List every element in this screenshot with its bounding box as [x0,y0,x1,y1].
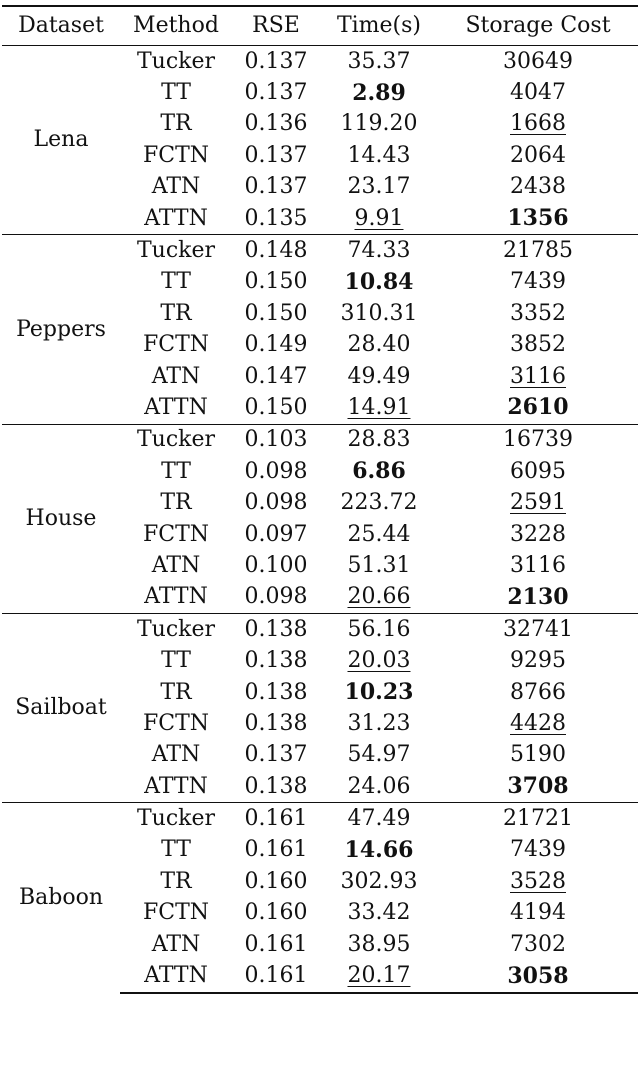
rse-cell [232,235,320,267]
method-cell-value: TR [160,300,192,326]
storage-cell [438,392,638,424]
method-cell [120,771,232,803]
rse-cell-value: 0.137 [244,742,308,768]
method-cell [120,172,232,203]
rse-cell [232,172,320,203]
time-cell [320,330,438,361]
storage-cell-value: 2610 [507,394,569,421]
storage-cell [438,929,638,960]
method-cell-value: ATTN [144,394,208,420]
rse-cell [232,487,320,518]
rse-cell [232,109,320,140]
method-cell-value: TR [160,868,192,894]
rse-cell-value: 0.098 [244,458,308,484]
rse-cell-value: 0.135 [244,205,308,231]
rse-cell [232,46,320,78]
method-cell-value: FCTN [142,521,210,547]
storage-cell-value: 4047 [510,80,566,106]
time-cell [320,77,438,108]
table-header [2,6,638,46]
table-row [2,614,638,646]
storage-cell [438,582,638,614]
time-cell [320,740,438,771]
dataset-cell: Sailboat [2,614,120,803]
time-cell-value: 28.40 [347,332,411,358]
dataset-group-baboon [2,803,638,993]
time-cell [320,645,438,676]
dataset-group-lena [2,46,638,235]
rse-cell-value: 0.150 [244,269,308,295]
time-cell-value: 56.16 [347,616,411,642]
storage-cell-value: 7439 [510,269,566,295]
storage-cell [438,550,638,581]
storage-cell [438,898,638,929]
rse-cell [232,203,320,235]
header-dataset: Dataset [2,6,120,46]
storage-cell-value: 5190 [510,742,566,768]
time-cell-value: 31.23 [347,710,411,736]
time-cell-value: 20.17 [347,963,411,989]
method-cell [120,203,232,235]
time-cell-value: 14.43 [347,142,411,168]
storage-cell [438,172,638,203]
method-cell-value: TT [161,269,191,295]
time-cell [320,392,438,424]
method-cell [120,330,232,361]
method-cell-value: FCTN [142,900,210,926]
storage-cell [438,519,638,550]
method-cell [120,740,232,771]
time-cell-value: 14.66 [344,836,414,863]
storage-cell [438,235,638,267]
rse-cell [232,392,320,424]
dataset-group-peppers [2,235,638,424]
storage-cell [438,109,638,140]
rse-cell [232,361,320,392]
storage-cell [438,835,638,866]
table-row [2,424,638,456]
method-cell-value: ATN [151,931,201,957]
time-cell-value: 23.17 [347,174,411,200]
method-cell [120,550,232,581]
method-cell [120,46,232,78]
storage-cell-value: 32741 [503,616,573,642]
rse-cell-value: 0.161 [244,806,308,832]
time-cell-value: 10.84 [344,268,414,295]
rse-cell [232,866,320,897]
method-cell [120,77,232,108]
storage-cell-value: 7439 [510,837,566,863]
time-cell-value: 119.20 [340,111,418,137]
dataset-cell: Peppers [2,235,120,424]
rse-cell [232,835,320,866]
rse-cell [232,298,320,329]
time-cell [320,929,438,960]
storage-cell [438,614,638,646]
storage-cell [438,645,638,676]
rse-cell [232,929,320,960]
method-cell-value: TR [160,111,192,137]
rse-cell-value: 0.137 [244,48,308,74]
table-row [2,46,638,78]
method-cell [120,361,232,392]
header-time: Time(s) [320,6,438,46]
method-cell [120,456,232,487]
storage-cell-value: 3852 [510,332,566,358]
table-row [2,235,638,267]
method-cell-value: ATTN [144,205,208,231]
rse-cell [232,330,320,361]
rse-cell-value: 0.138 [244,679,308,705]
time-cell [320,267,438,298]
method-cell [120,140,232,171]
rse-cell [232,740,320,771]
method-cell-value: ATN [151,363,201,389]
time-cell-value: 14.91 [347,394,411,420]
time-cell [320,582,438,614]
storage-cell-value: 1356 [507,205,569,232]
storage-cell [438,203,638,235]
storage-cell-value: 2591 [510,490,566,516]
method-cell [120,298,232,329]
storage-cell-value: 3228 [510,521,566,547]
storage-cell-value: 21721 [503,806,573,832]
storage-cell [438,46,638,78]
time-cell [320,172,438,203]
time-cell [320,614,438,646]
method-cell [120,582,232,614]
rse-cell [232,677,320,708]
rse-cell-value: 0.098 [244,490,308,516]
method-cell [120,519,232,550]
rse-cell-value: 0.100 [244,552,308,578]
time-cell-value: 47.49 [347,806,411,832]
storage-cell [438,298,638,329]
rse-cell-value: 0.138 [244,616,308,642]
storage-cell [438,677,638,708]
method-cell-value: TT [161,80,191,106]
method-cell [120,898,232,929]
method-cell-value: Tucker [136,806,216,832]
time-cell [320,487,438,518]
storage-cell [438,803,638,835]
storage-cell [438,487,638,518]
time-cell-value: 74.33 [347,238,411,264]
rse-cell [232,960,320,992]
time-cell-value: 33.42 [347,900,411,926]
method-cell-value: TT [161,648,191,674]
results-table [2,5,638,994]
rse-cell-value: 0.098 [244,584,308,610]
time-cell [320,203,438,235]
method-cell-value: ATN [151,552,201,578]
storage-cell-value: 3116 [510,363,566,389]
rse-cell-value: 0.147 [244,363,308,389]
dataset-group-house [2,424,638,613]
storage-cell [438,740,638,771]
rse-cell [232,77,320,108]
time-cell [320,803,438,835]
time-cell [320,866,438,897]
rse-cell-value: 0.138 [244,648,308,674]
storage-cell-value: 4428 [510,710,566,736]
method-cell-value: TR [160,490,192,516]
rse-cell-value: 0.137 [244,80,308,106]
time-cell [320,519,438,550]
storage-cell-value: 3352 [510,300,566,326]
method-cell [120,614,232,646]
storage-cell [438,456,638,487]
method-cell-value: ATN [151,742,201,768]
time-cell [320,835,438,866]
rse-cell [232,645,320,676]
header-storage-cost: Storage Cost [438,6,638,46]
time-cell-value: 2.89 [352,79,406,106]
time-cell-value: 51.31 [347,552,411,578]
rse-cell-value: 0.103 [244,427,308,453]
storage-cell [438,361,638,392]
rse-cell [232,267,320,298]
method-cell-value: FCTN [142,710,210,736]
rse-cell [232,519,320,550]
rse-cell-value: 0.137 [244,142,308,168]
rse-cell [232,898,320,929]
method-cell [120,235,232,267]
method-cell-value: Tucker [136,427,216,453]
method-cell [120,109,232,140]
method-cell-value: FCTN [142,142,210,168]
storage-cell-value: 6095 [510,458,566,484]
dataset-group-sailboat [2,614,638,803]
time-cell [320,424,438,456]
method-cell [120,960,232,992]
time-cell-value: 20.66 [347,584,411,610]
time-cell [320,677,438,708]
time-cell-value: 310.31 [340,300,418,326]
time-cell [320,46,438,78]
time-cell [320,960,438,992]
storage-cell-value: 3116 [510,552,566,578]
rse-cell [232,424,320,456]
method-cell [120,392,232,424]
method-cell [120,267,232,298]
method-cell-value: Tucker [136,48,216,74]
method-cell [120,424,232,456]
header-method: Method [120,6,232,46]
rse-cell-value: 0.150 [244,394,308,420]
time-cell [320,898,438,929]
time-cell [320,708,438,739]
storage-cell [438,77,638,108]
method-cell [120,929,232,960]
time-cell [320,550,438,581]
rse-cell-value: 0.097 [244,521,308,547]
method-cell-value: TT [161,458,191,484]
rse-cell-value: 0.149 [244,332,308,358]
method-cell [120,708,232,739]
method-cell [120,866,232,897]
storage-cell-value: 21785 [503,238,573,264]
time-cell-value: 24.06 [347,773,411,799]
storage-cell-value: 3528 [510,868,566,894]
rse-cell [232,803,320,835]
method-cell-value: ATTN [144,584,208,610]
method-cell-value: ATTN [144,773,208,799]
method-cell [120,677,232,708]
rse-cell-value: 0.160 [244,868,308,894]
time-cell-value: 302.93 [340,868,418,894]
rse-cell-value: 0.161 [244,837,308,863]
storage-cell-value: 16739 [503,427,573,453]
storage-cell [438,330,638,361]
storage-cell-value: 2438 [510,174,566,200]
storage-cell [438,267,638,298]
storage-cell-value: 30649 [503,48,573,74]
storage-cell-value: 3058 [507,962,569,989]
rse-cell-value: 0.150 [244,300,308,326]
rse-cell [232,614,320,646]
time-cell [320,109,438,140]
header-rse: RSE [232,6,320,46]
method-cell-value: Tucker [136,616,216,642]
storage-cell-value: 2130 [507,583,569,610]
rse-cell [232,140,320,171]
time-cell [320,456,438,487]
time-cell-value: 223.72 [340,490,418,516]
method-cell [120,803,232,835]
method-cell-value: Tucker [136,238,216,264]
rse-cell-value: 0.138 [244,773,308,799]
storage-cell-value: 7302 [510,931,566,957]
time-cell-value: 9.91 [354,205,404,231]
rse-cell-value: 0.160 [244,900,308,926]
storage-cell [438,866,638,897]
time-cell [320,771,438,803]
rse-cell [232,708,320,739]
storage-cell-value: 9295 [510,648,566,674]
rse-cell-value: 0.161 [244,931,308,957]
rse-cell [232,456,320,487]
rse-cell-value: 0.136 [244,111,308,137]
time-cell-value: 20.03 [347,648,411,674]
header-row [2,6,638,46]
storage-cell [438,771,638,803]
storage-cell-value: 3708 [507,773,569,800]
storage-cell-value: 4194 [510,900,566,926]
method-cell-value: TR [160,679,192,705]
storage-cell [438,960,638,992]
dataset-cell: Lena [33,127,89,153]
rse-cell [232,582,320,614]
storage-cell-value: 1668 [510,111,566,137]
rse-cell-value: 0.148 [244,238,308,264]
time-cell-value: 28.83 [347,427,411,453]
rse-cell [232,550,320,581]
time-cell-value: 10.23 [344,679,414,705]
rse-cell-value: 0.138 [244,710,308,736]
time-cell-value: 35.37 [347,48,411,74]
method-cell-value: TT [161,837,191,863]
time-cell-value: 49.49 [347,363,411,389]
method-cell [120,645,232,676]
storage-cell [438,140,638,171]
time-cell-value: 25.44 [347,521,411,547]
method-cell-value: ATN [151,174,201,200]
dataset-cell: Baboon [2,803,120,993]
rse-cell [232,771,320,803]
storage-cell-value: 8766 [510,679,566,705]
time-cell-value: 6.86 [352,458,406,485]
table-row [2,803,638,835]
time-cell [320,235,438,267]
storage-cell-value: 2064 [510,142,566,168]
method-cell-value: FCTN [142,332,210,358]
time-cell [320,298,438,329]
storage-cell [438,708,638,739]
time-cell-value: 54.97 [347,742,411,768]
method-cell-value: ATTN [144,963,208,989]
method-cell [120,835,232,866]
dataset-cell: House [2,424,120,613]
time-cell [320,140,438,171]
time-cell-value: 38.95 [347,931,411,957]
rse-cell-value: 0.137 [244,174,308,200]
rse-cell-value: 0.161 [244,963,308,989]
storage-cell [438,424,638,456]
time-cell [320,361,438,392]
method-cell [120,487,232,518]
